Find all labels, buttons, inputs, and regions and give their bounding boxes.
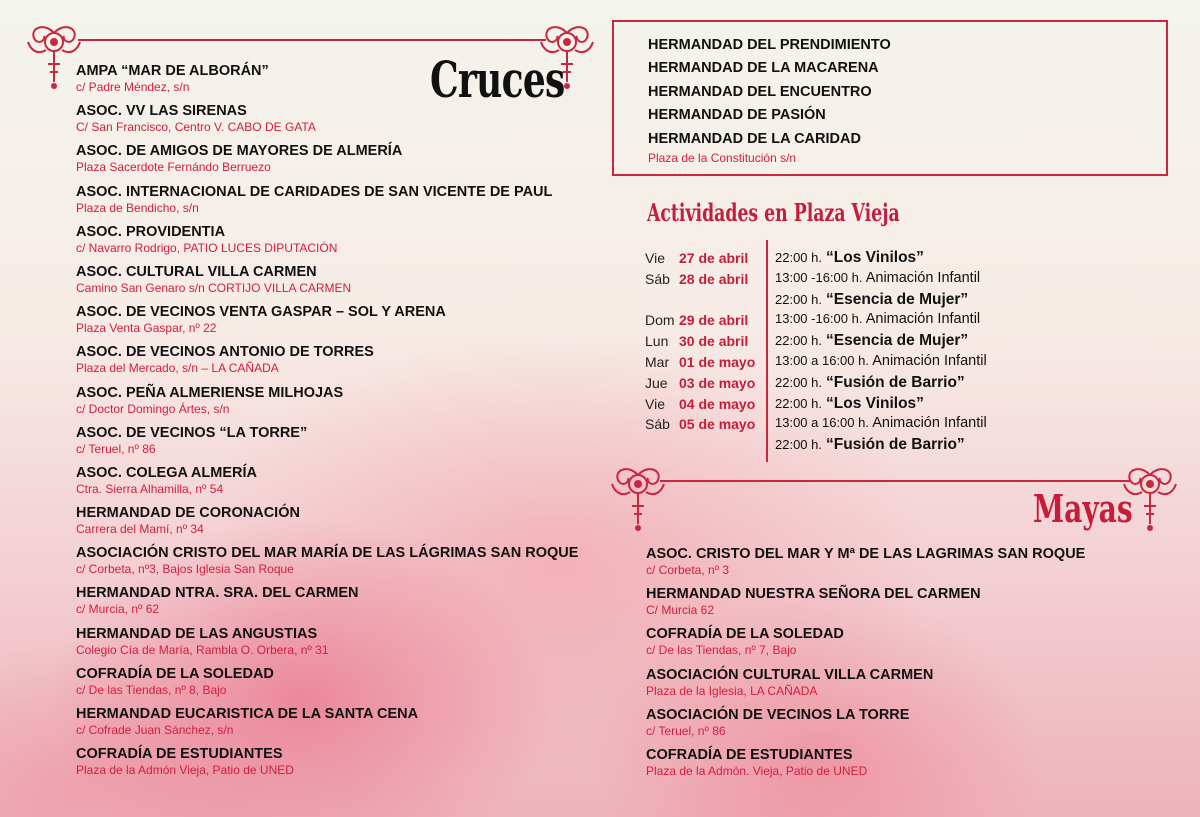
entry-address: Plaza del Mercado, s/n – LA CAÑADA (76, 361, 279, 376)
list-item (76, 102, 578, 142)
list-item (76, 384, 578, 424)
schedule-day: Dom (645, 312, 675, 329)
entry-name: ASOCIACIÓN CULTURAL VILLA CARMEN (646, 666, 934, 683)
entry-name: COFRADÍA DE LA SOLEDAD (646, 626, 844, 643)
schedule-day: Lun (645, 333, 669, 350)
entry-name: COFRADÍA DE ESTUDIANTES (76, 746, 283, 763)
schedule-day: Mar (645, 353, 670, 370)
schedule-date: 01 de mayo (679, 353, 756, 370)
list-item: HERMANDAD DE LA CARIDAD (648, 130, 861, 147)
list-item: HERMANDAD DE PASIÓN (648, 107, 826, 124)
entry-name: ASOC. PEÑA ALMERIENSE MILHOJAS (76, 384, 344, 401)
mayas-title: Mayas (1033, 486, 1133, 531)
entry-name: ASOC. INTERNACIONAL DE CARIDADES DE SAN VICENTE DE PAUL (76, 183, 553, 200)
entry-address: Ctra. Sierra Alhamilla, nº 54 (76, 481, 224, 496)
entry-address: Camino San Genaro s/n CORTIJO VILLA CARMEN (76, 280, 352, 295)
entry-address: Plaza Sacerdote Fernándo Berruezo (76, 160, 271, 175)
schedule-activity-name: “Los Vinilos” (826, 394, 924, 412)
entry-name: ASOC. DE VECINOS VENTA GASPAR – SOL Y ARENA (76, 304, 446, 321)
list-item: HERMANDAD DEL ENCUENTRO (648, 83, 872, 100)
entry-address: c/ Teruel, nº 86 (646, 723, 726, 738)
entry-name: COFRADÍA DE ESTUDIANTES (646, 746, 853, 763)
schedule-time: 22:00 h. (775, 395, 822, 411)
list-item: HERMANDAD DE LA MACARENA (648, 60, 879, 77)
entry-address: c/ Murcia, nº 62 (76, 602, 160, 617)
schedule-activity-name: “Fusión de Barrio” (826, 373, 965, 391)
schedule-activity (775, 415, 987, 431)
schedule-time: 13:00 -16:00 h. (775, 311, 863, 327)
entry-name: ASOC. PROVIDENTIA (76, 223, 226, 240)
schedule-day: Vie (645, 395, 665, 412)
list-item (76, 303, 578, 343)
entry-address: Plaza de la Admón. Vieja, Patio de UNED (646, 763, 868, 778)
hermandades-list (648, 34, 891, 151)
schedule-activity-name: Animación Infantil (865, 311, 981, 328)
list-item (76, 183, 578, 223)
schedule-date: 29 de abril (679, 312, 749, 329)
schedule-activity (775, 311, 980, 327)
entry-name: AMPA “MAR DE ALBORÁN” (76, 63, 269, 79)
entry-address: c/ Teruel, nº 86 (76, 441, 156, 456)
entry-address: c/ De las Tiendas, nº 7, Bajo (646, 643, 797, 658)
list-item: HERMANDAD DEL PRENDIMIENTO (648, 37, 891, 53)
entry-name: HERMANDAD NTRA. SRA. DEL CARMEN (76, 585, 359, 602)
entry-name: HERMANDAD DE LAS ANGUSTIAS (76, 625, 318, 642)
schedule-activity (775, 353, 987, 369)
entry-address: Plaza Venta Gaspar, nº 22 (76, 321, 217, 336)
schedule-date: 30 de abril (679, 333, 749, 350)
schedule-activity (775, 374, 965, 392)
ornament-flourish-mayas-left (608, 462, 668, 534)
schedule-date: 28 de abril (679, 270, 749, 287)
cruces-title: Cruces (430, 50, 565, 109)
list-item (76, 464, 578, 504)
entry-name: ASOC. DE VECINOS “LA TORRE” (76, 424, 308, 441)
entry-address: c/ Corbeta, nº 3 (646, 563, 730, 577)
entry-address: c/ Padre Méndez, s/n (76, 80, 190, 94)
schedule-date: 27 de abril (679, 250, 749, 266)
entry-address: c/ De las Tiendas, nº 8, Bajo (76, 682, 227, 697)
ornament-rule-left (78, 39, 546, 41)
actividades-title: Actividades en Plaza Vieja (647, 198, 900, 227)
list-item (646, 746, 1085, 786)
schedule-activity (775, 332, 968, 350)
list-item (76, 584, 578, 624)
schedule-activity (775, 249, 924, 267)
entry-name: HERMANDAD NUESTRA SEÑORA DEL CARMEN (646, 586, 981, 603)
list-item (76, 263, 578, 303)
list-item (646, 625, 1085, 665)
schedule-divider (766, 240, 768, 462)
list-item (76, 745, 578, 785)
hermandades-address: Plaza de la Constitución s/n (648, 151, 797, 165)
schedule-time: 13:00 a 16:00 h. (775, 352, 869, 368)
schedule-activity (775, 291, 968, 309)
schedule-activity-name: Animación Infantil (872, 352, 987, 369)
list-item (76, 142, 578, 182)
entry-address: C/ Murcia 62 (646, 603, 715, 618)
list-item (76, 625, 578, 665)
list-item (646, 706, 1085, 746)
entry-name: ASOC. DE AMIGOS DE MAYORES DE ALMERÍA (76, 143, 403, 160)
schedule-day: Jue (645, 374, 668, 391)
schedule-date: 03 de mayo (679, 374, 756, 391)
entry-address: c/ Cofrade Juan Sánchez, s/n (76, 723, 234, 737)
schedule-activity-name: Animación Infantil (865, 269, 981, 286)
list-item (76, 424, 578, 464)
schedule-activity (775, 436, 965, 454)
entry-address: Colegio Cía de María, Rambla O. Orbera, nº 31 (76, 642, 329, 657)
list-item (76, 705, 578, 745)
entry-name: ASOC. CRISTO DEL MAR Y Mª DE LAS LAGRIMAS SAN ROQUE (646, 546, 1086, 562)
schedule-activity-name: “Esencia de Mujer” (826, 290, 969, 308)
entry-name: ASOC. DE VECINOS ANTONIO DE TORRES (76, 344, 374, 361)
entry-address: Carrera del Mamí, nº 34 (76, 522, 204, 537)
schedule-day: Sáb (645, 270, 670, 287)
entry-name: HERMANDAD DE CORONACIÓN (76, 505, 300, 522)
list-item (646, 666, 1085, 706)
entry-name: ASOC. VV LAS SIRENAS (76, 103, 247, 120)
entry-name: COFRADÍA DE LA SOLEDAD (76, 665, 274, 682)
list-item (76, 343, 578, 383)
entry-name: ASOCIACIÓN CRISTO DEL MAR MARÍA DE LAS LÁGRIMAS SAN ROQUE (76, 545, 579, 562)
schedule-day: Vie (645, 250, 665, 266)
mayas-list (646, 545, 1085, 786)
entry-address: C/ San Francisco, Centro V. CABO DE GATA (76, 120, 316, 135)
schedule-day: Sáb (645, 416, 670, 433)
ornament-rule-mayas (660, 480, 1130, 482)
schedule-date: 05 de mayo (679, 416, 756, 433)
entry-address: Plaza de la Admón Vieja, Patio de UNED (76, 763, 294, 778)
entry-address: c/ Corbeta, nº3, Bajos Iglesia San Roque (76, 562, 294, 577)
entry-name: ASOC. CULTURAL VILLA CARMEN (76, 263, 317, 280)
schedule-time: 22:00 h. (775, 250, 822, 265)
schedule-activity (775, 270, 980, 286)
hermandades-box (612, 20, 1168, 176)
list-item (76, 544, 578, 584)
list-item (76, 504, 578, 544)
list-item (76, 62, 578, 102)
entry-name: ASOC. COLEGA ALMERÍA (76, 464, 257, 481)
list-item (76, 665, 578, 705)
entry-address: Plaza de la Iglesia, LA CAÑADA (646, 683, 818, 698)
list-item (646, 585, 1085, 625)
schedule-activity (775, 395, 924, 413)
ornament-flourish-left (24, 20, 84, 92)
schedule-activity-name: Animación Infantil (872, 415, 987, 432)
schedule-time: 22:00 h. (775, 437, 822, 453)
list-item (76, 223, 578, 263)
list-item (646, 545, 1085, 585)
schedule-time: 22:00 h. (775, 333, 822, 349)
schedule-time: 22:00 h. (775, 374, 822, 390)
entry-address: c/ Doctor Domingo Ártes, s/n (76, 401, 230, 416)
cruces-list (76, 62, 578, 785)
entry-name: HERMANDAD EUCARISTICA DE LA SANTA CENA (76, 706, 419, 722)
schedule-time: 13:00 -16:00 h. (775, 269, 863, 285)
schedule-activity-name: “Fusión de Barrio” (826, 436, 965, 454)
schedule-activity-name: “Esencia de Mujer” (826, 332, 969, 350)
entry-address: c/ Navarro Rodrigo, PATIO LUCES DIPUTACIÓN (76, 240, 338, 255)
schedule-time: 22:00 h. (775, 291, 822, 307)
entry-name: ASOCIACIÓN DE VECINOS LA TORRE (646, 706, 910, 723)
entry-address: Plaza de Bendicho, s/n (76, 200, 199, 215)
schedule-activity-name: “Los Vinilos” (826, 249, 924, 266)
schedule-date: 04 de mayo (679, 395, 756, 412)
schedule-time: 13:00 a 16:00 h. (775, 415, 869, 431)
